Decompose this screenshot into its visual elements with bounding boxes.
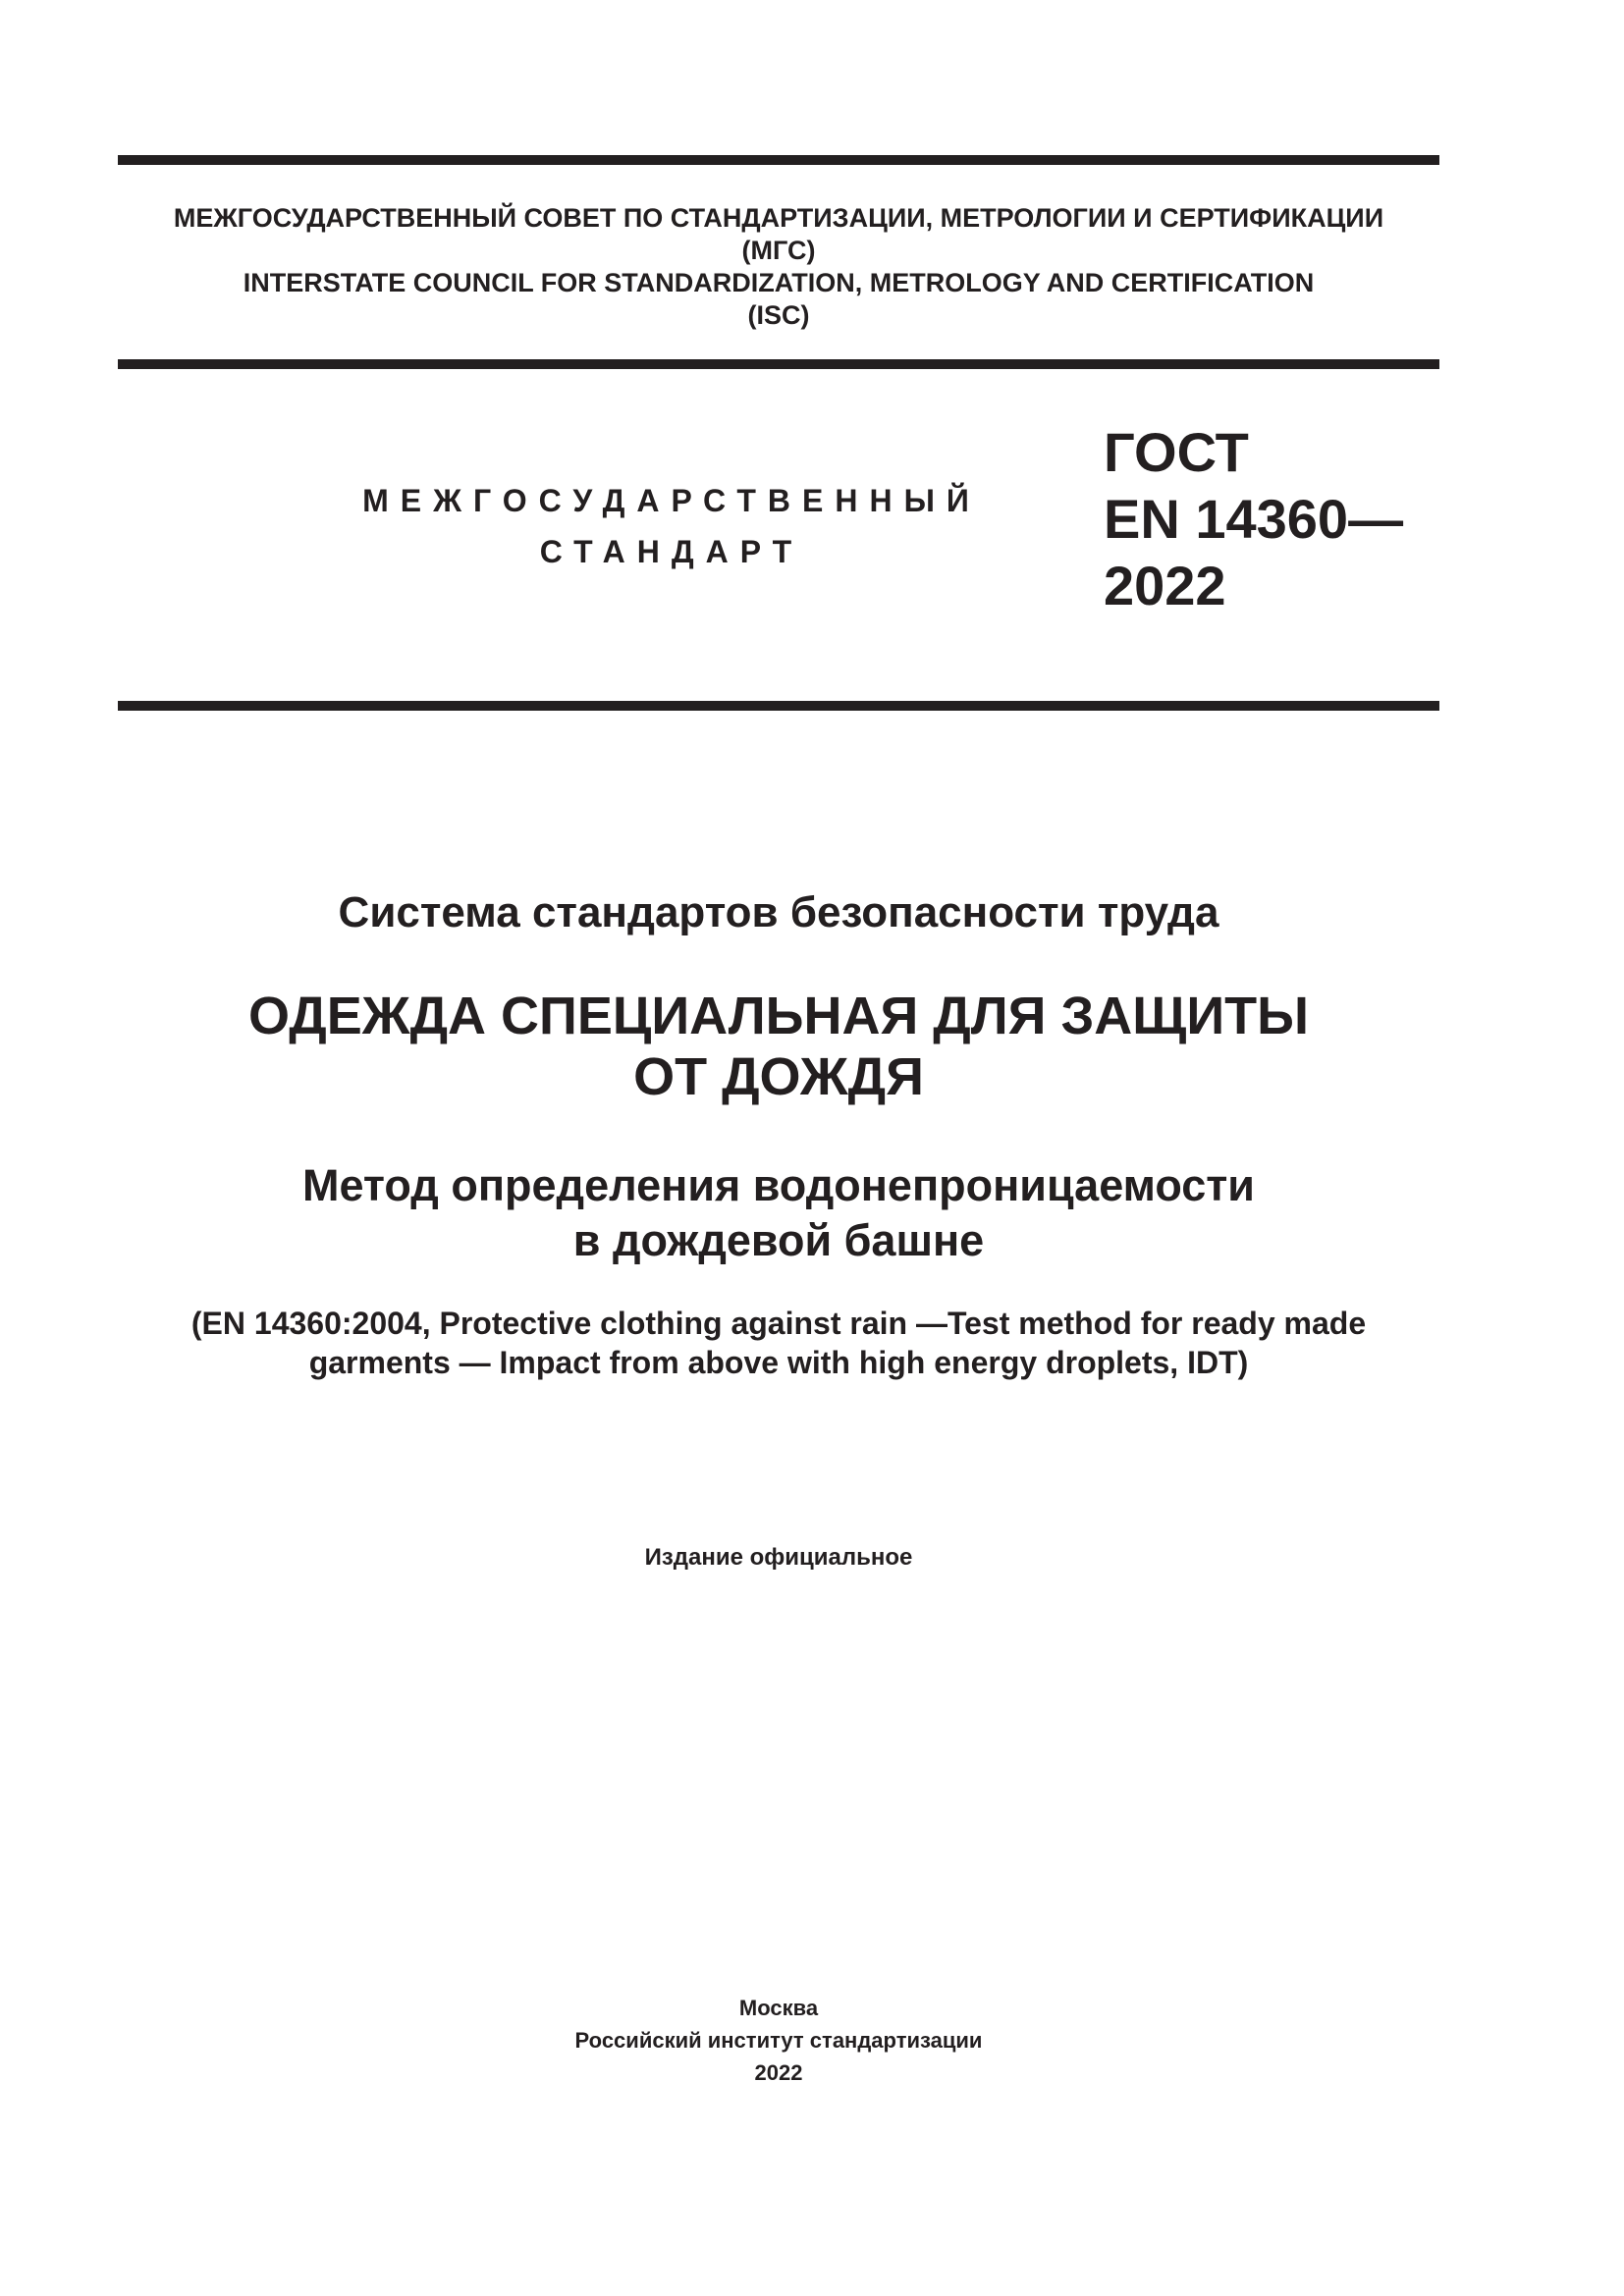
standard-kind (295, 475, 1049, 577)
designation-line-1: ГОСТ (1104, 421, 1249, 483)
header-divider (118, 359, 1439, 369)
main-title (118, 986, 1439, 1107)
standard-designation (1104, 419, 1403, 619)
original-standard-reference (118, 1304, 1439, 1382)
imprint-city: Москва (738, 1996, 819, 2020)
subtitle-line-2: в дождевой башне (572, 1215, 985, 1265)
series-title: Система стандартов безопасности труда (338, 888, 1219, 936)
council-abbr-en: (ISC) (747, 300, 810, 330)
standard-kind-line-2: СТАНДАРТ (539, 534, 804, 569)
council-name-en: INTERSTATE COUNCIL FOR STANDARDIZATION, METROLOGY AND CERTIFICATION (243, 268, 1315, 297)
original-standard-line-2: garments — Impact from above with high energy droplets, IDT) (308, 1345, 1249, 1380)
top-rule (118, 155, 1439, 165)
subtitle-line-1: Метод определения водонепроницаемости (302, 1160, 1255, 1210)
council-name-ru: МЕЖГОСУДАРСТВЕННЫЙ СОВЕТ ПО СТАНДАРТИЗАЦИИ, МЕТРОЛОГИИ И СЕРТИФИКАЦИИ (173, 203, 1384, 233)
imprint-publisher: Российский институт стандартизации (574, 2028, 983, 2053)
council-header (118, 202, 1439, 332)
subtitle (118, 1158, 1439, 1268)
imprint (118, 1992, 1439, 2089)
main-title-line-1: ОДЕЖДА СПЕЦИАЛЬНАЯ ДЛЯ ЗАЩИТЫ (248, 987, 1309, 1045)
imprint-year: 2022 (754, 2060, 803, 2085)
designation-divider (118, 701, 1439, 711)
standard-kind-line-1: МЕЖГОСУДАРСТВЕННЫЙ (362, 483, 981, 518)
edition-note: Издание официальное (644, 1544, 913, 1571)
original-standard-line-1: (EN 14360:2004, Protective clothing against rain —Test method for ready made (190, 1306, 1367, 1341)
designation-line-2: EN 14360— (1104, 488, 1404, 550)
designation-line-3: 2022 (1104, 555, 1226, 616)
council-abbr-ru: (МГС) (741, 236, 816, 265)
main-title-line-2: ОТ ДОЖДЯ (633, 1047, 924, 1106)
